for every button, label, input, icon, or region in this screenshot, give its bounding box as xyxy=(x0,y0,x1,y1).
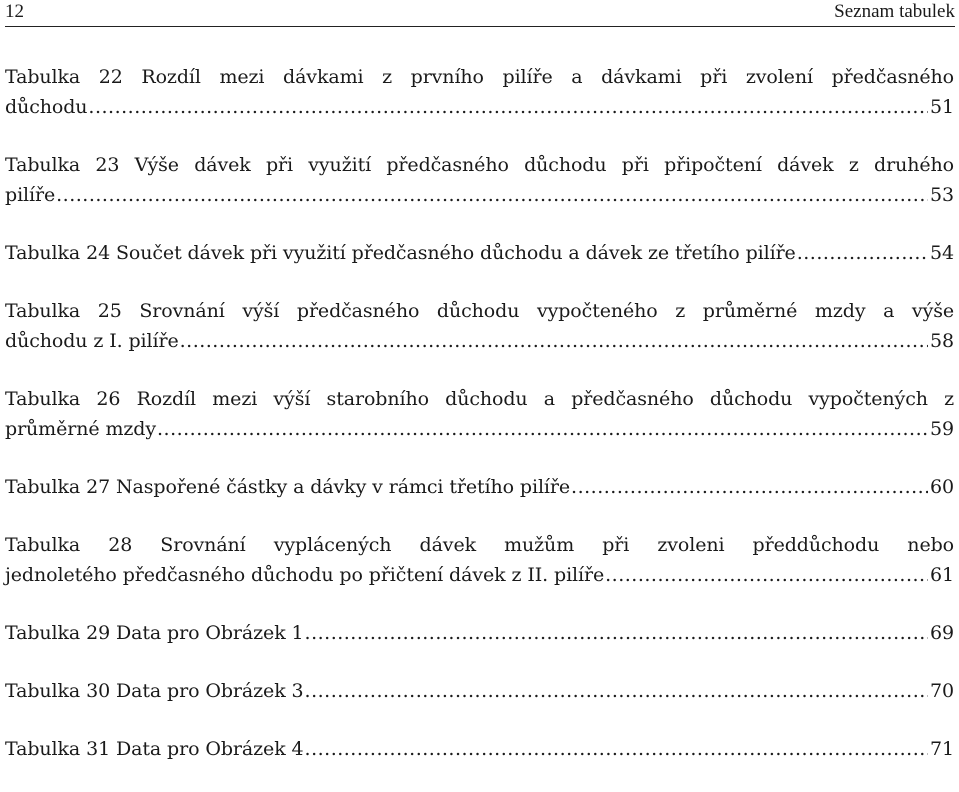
page-number: 12 xyxy=(5,1,24,22)
toc-entry-22[interactable] xyxy=(5,62,954,122)
toc-page-number: 71 xyxy=(930,738,954,760)
toc-entry-26[interactable] xyxy=(5,384,954,444)
toc-entry-27[interactable] xyxy=(5,472,954,502)
dot-leader xyxy=(180,326,928,356)
toc-entry-24[interactable] xyxy=(5,238,954,268)
dot-leader xyxy=(305,734,928,764)
toc-entry-title: Tabulka 28 Srovnání vyplácených dávek mužům při zvoleni předdůchodu nebo xyxy=(5,534,954,556)
dot-leader xyxy=(305,676,928,706)
toc-entry-30[interactable] xyxy=(5,676,954,706)
toc-entry-title-end: průměrné mzdy xyxy=(5,418,156,440)
toc-page-number: 51 xyxy=(930,96,954,118)
toc-entry-28[interactable] xyxy=(5,530,954,590)
toc-entry-title: Tabulka 25 Srovnání výší předčasného důchodu vypočteného z průměrné mzdy a výše xyxy=(5,300,954,322)
toc-entry-title-end: důchodu z I. pilíře xyxy=(5,330,179,352)
dot-leader xyxy=(157,414,928,444)
dot-leader xyxy=(797,238,928,268)
toc-entry-title: Tabulka 24 Součet dávek při využití předčasného důchodu a dávek ze třetího pilíře xyxy=(5,242,796,264)
running-title: Seznam tabulek xyxy=(834,1,955,22)
toc-entry-title: Tabulka 29 Data pro Obrázek 1 xyxy=(5,622,304,644)
toc-entry-23[interactable] xyxy=(5,150,954,210)
toc-page-number: 61 xyxy=(930,564,954,586)
table-of-contents xyxy=(5,62,954,792)
page-header xyxy=(5,0,955,27)
toc-entry-title: Tabulka 22 Rozdíl mezi dávkami z prvního pilíře a dávkami při zvolení předčasného xyxy=(5,66,954,88)
dot-leader xyxy=(305,618,928,648)
toc-entry-title-end: pilíře xyxy=(5,184,56,206)
toc-page-number: 59 xyxy=(930,418,954,440)
toc-entry-29[interactable] xyxy=(5,618,954,648)
dot-leader xyxy=(571,472,928,502)
dot-leader xyxy=(56,180,928,210)
toc-entry-31[interactable] xyxy=(5,734,954,764)
toc-entry-title: Tabulka 27 Naspořené částky a dávky v rámci třetího pilíře xyxy=(5,476,571,498)
toc-entry-title-end: důchodu xyxy=(5,96,88,118)
toc-page-number: 54 xyxy=(930,242,954,264)
toc-entry-title: Tabulka 26 Rozdíl mezi výší starobního důchodu a předčasného důchodu vypočtených z xyxy=(5,388,954,410)
toc-page-number: 70 xyxy=(930,680,954,702)
toc-entry-title: Tabulka 30 Data pro Obrázek 3 xyxy=(5,680,304,702)
dot-leader xyxy=(88,92,928,122)
toc-entry-title: Tabulka 31 Data pro Obrázek 4 xyxy=(5,738,304,760)
toc-page-number: 53 xyxy=(930,184,954,206)
dot-leader xyxy=(605,560,928,590)
toc-page-number: 58 xyxy=(930,330,954,352)
toc-page-number: 69 xyxy=(930,622,954,644)
toc-entry-title: Tabulka 23 Výše dávek při využití předčasného důchodu při připočtení dávek z druhého xyxy=(5,154,954,176)
toc-page-number: 60 xyxy=(930,476,954,498)
toc-entry-25[interactable] xyxy=(5,296,954,356)
toc-entry-title-end: jednoletého předčasného důchodu po přičtení dávek z II. pilíře xyxy=(5,564,605,586)
